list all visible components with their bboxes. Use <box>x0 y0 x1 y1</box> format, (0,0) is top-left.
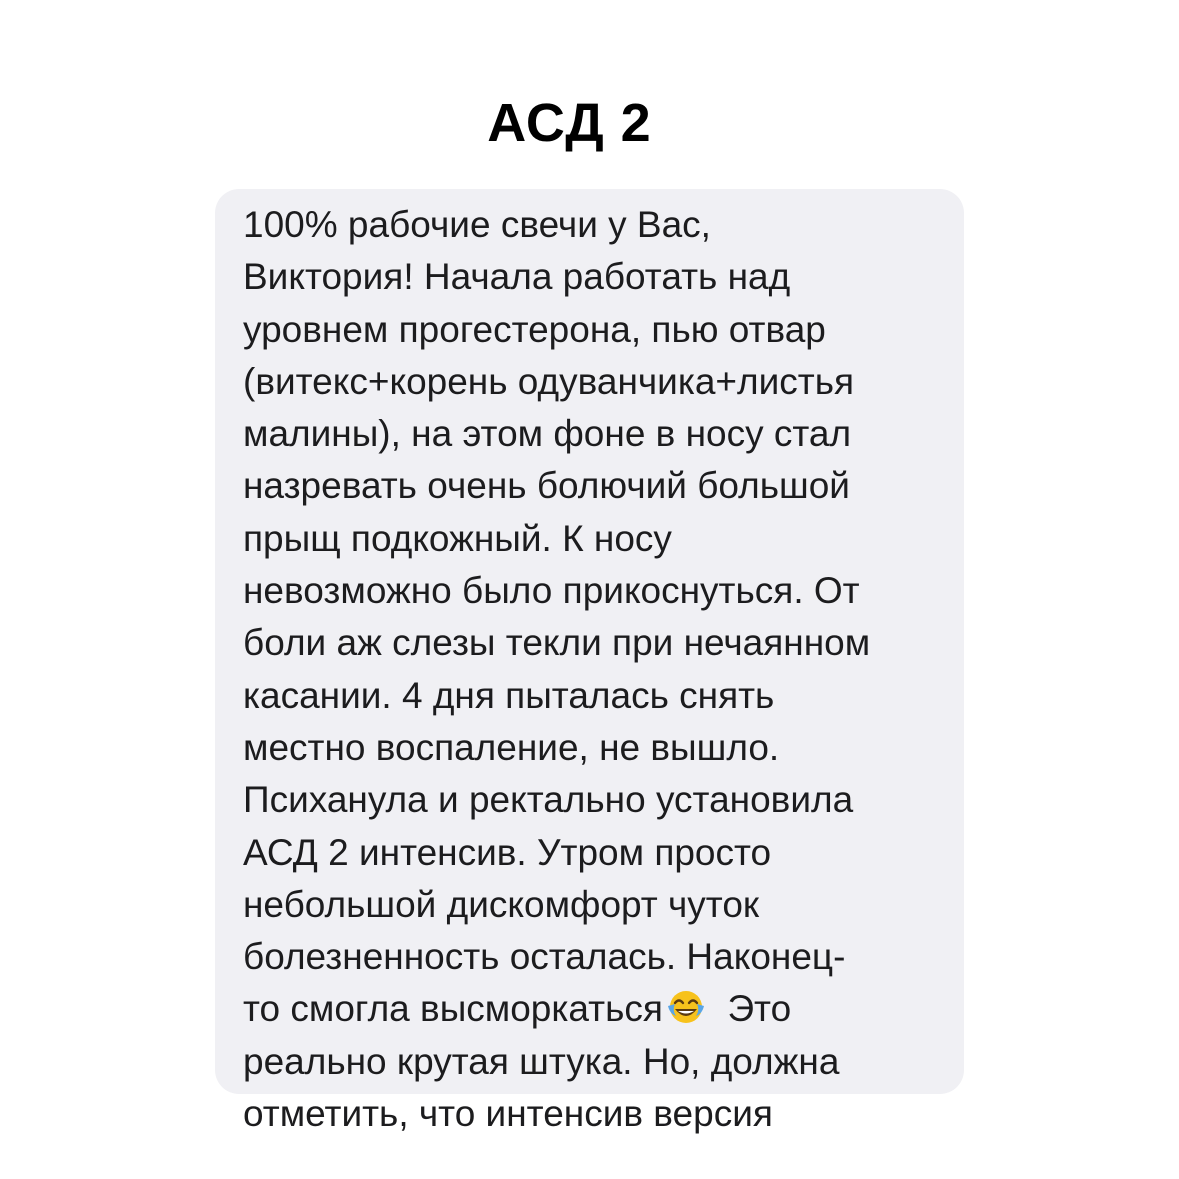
message-line: реально крутая штука. Но, должна <box>243 1040 840 1082</box>
message-line: малины), на этом фоне в носу стал <box>243 413 852 455</box>
message-text <box>243 199 963 1140</box>
message-line: невозможно было прикоснуться. От <box>243 570 860 612</box>
message-line: (витекс+корень одуванчика+листья <box>243 360 855 402</box>
message-line: прыщ подкожный. К носу <box>243 517 672 559</box>
message-line: касании. 4 дня пыталась снять <box>243 674 775 716</box>
message-fragment: то смогла высморкаться <box>243 988 663 1030</box>
message-line: 100% рабочие свечи у Вас, <box>243 204 711 245</box>
message-line-with-emoji <box>243 983 963 1035</box>
message-line: небольшой дискомфорт чуток <box>243 883 760 925</box>
message-line: назревать очень болючий большой <box>243 465 850 507</box>
message-bubble <box>215 189 964 1135</box>
page-title: АСД 2 <box>487 93 652 153</box>
message-line: отметить, что интенсив версия <box>243 1093 773 1135</box>
face-with-tears-of-joy-icon <box>665 987 707 1027</box>
message-line: АСД 2 интенсив. Утром просто <box>243 831 772 873</box>
message-line: местно воспаление, не вышло. <box>243 726 780 768</box>
message-line: Виктория! Начала работать над <box>243 256 791 298</box>
message-line: боли аж слезы текли при нечаянном <box>243 622 871 664</box>
message-line: Психанула и ректально установила <box>243 779 854 821</box>
message-line: болезненность осталась. Наконец- <box>243 936 846 978</box>
message-fragment: Это <box>706 988 792 1030</box>
message-line: уровнем прогестерона, пью отвар <box>243 308 826 350</box>
